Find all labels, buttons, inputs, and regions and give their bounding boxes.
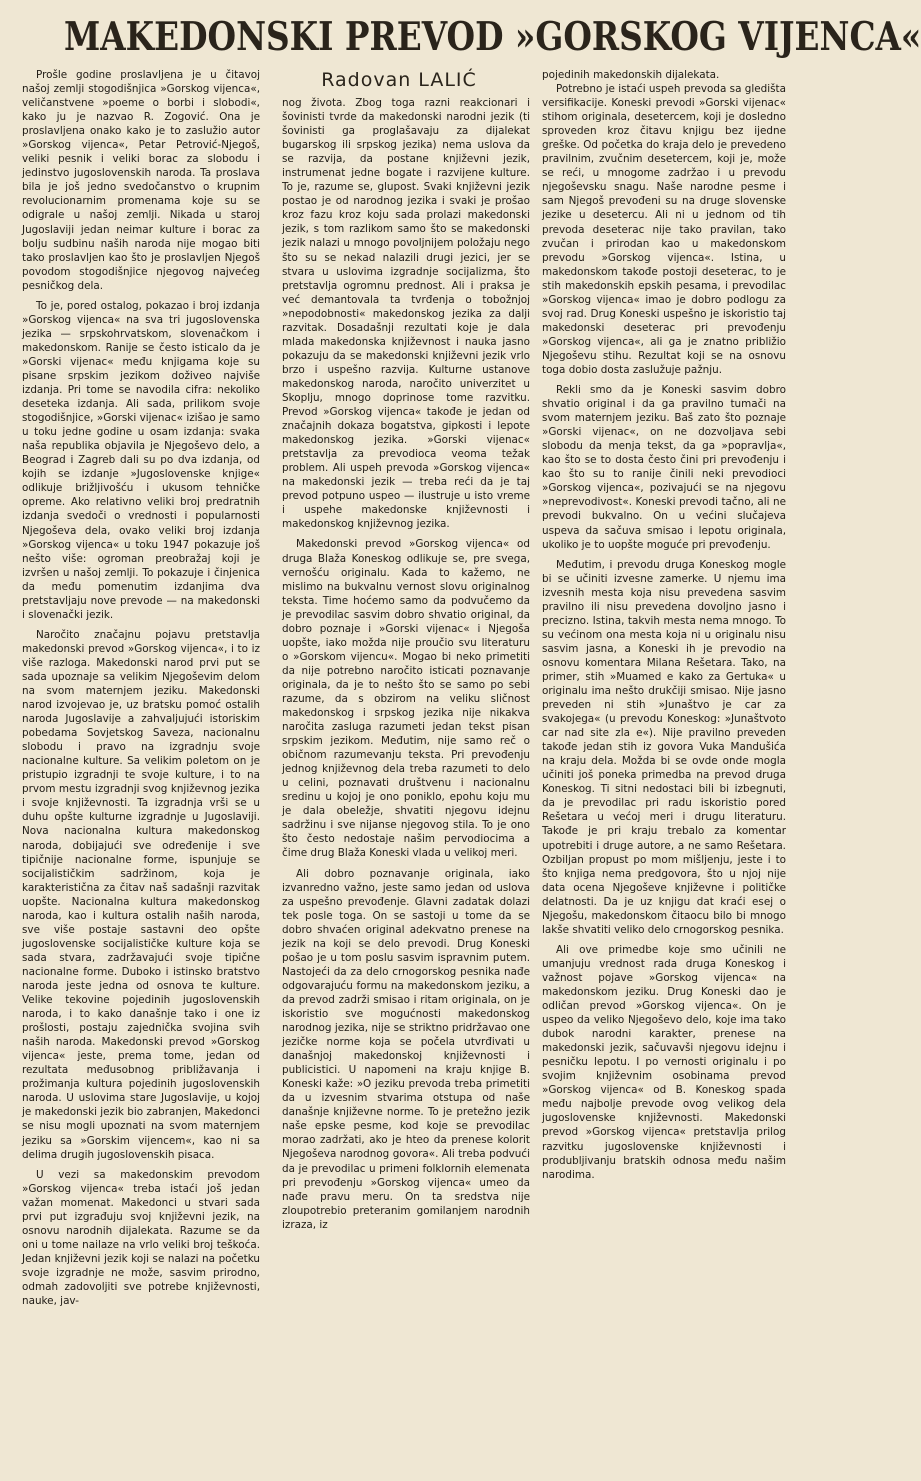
paragraph: Ali ove primedbe koje smo učinili ne umanjuju vrednost rada druga Koneskog i važnost pojave »Gorskog vijenca« na makedonskom jeziku. Drug Koneski dao je odličan prevod »Gorskog vijenca«. On je uspeo da veliko Njegoševo delo, koje ima tako dubok narodni karakter, prenese na makedonski jezik, sačuvavši njegovu idejnu i pesničku lepotu. I po vernosti originalu i po svojim književnim osobinama prevod »Gorskog vijenca« od B. Koneskog spada među najbolje prevode ovog velikog dela jugoslovenske književnosti. Makedonski prevod »Gorskog vijenca« pretstavlja prilog razvitku jugoslovenske književnosti i produbljivanju bratskih odnosa među našim narodima. xyxy=(542,943,786,1181)
text-column-1 xyxy=(22,68,260,1480)
paragraph: Ali dobro poznavanje originala, iako izvanredno važno, jeste samo jedan od uslova za uspešno prevođenje. Glavni zadatak dolazi tek posle toga. On se sastoji u tome da se dobro shvaćen original adekvatno prenese na jezik na koji se delo prevodi. Drug Koneski pošao je u tom poslu sasvim ispravnim putem. Nastojeći da za delo crnogorskog pesnika nađe odgovarajuću formu na makedonskom jeziku, a da prevod zadrži smisao i ritam originala, on je iskoristio sve mogućnosti makedonskog narodnog jezika, nije se striktno pridržavao one jezičke norme koja se počela utvrđivati u današnjoj makedonskoj književnosti i publicistici. U napomeni na kraju knjige B. Koneski kaže: »O jeziku prevoda treba primetiti da u izvesnim stvarima otstupa od naše današnje književne norme. To je pretežno jezik naše epske pesme, kod koje se prevodilac morao zadržati, ako je hteo da prenese kolorit Njegoševa narodnog govora«. Ali treba podvući da je prevodilac u primeni folklornih elemenata pri prevođenju »Gorskog vijenca« umeo da nađe pravu meru. On ta sredstva nije zloupotrebio preteranim gomilanjem narodnih izraza, iz xyxy=(282,867,530,1231)
text-column-3 xyxy=(542,68,786,1480)
article-headline: MAKEDONSKI PREVOD »GORSKOG VIJENCA« xyxy=(64,14,921,60)
paragraph: Potrebno je istaći uspeh prevoda sa gledišta versifikacije. Koneski prevodi »Gorski vijenac« stihom originala, desetercem, koji je dosledno sproveden kroz čitavu knjigu bez ijedne greške. Od početka do kraja delo je prevedeno pravilnim, zvučnim desetercem, koji je, može se reći, u mnogome zadržao i u prevodu njegoševsku snagu. Naše narodne pesme i sam Njegoš prevođeni su na druge slovenske jezike u desetercu. Ali ni u jednom od tih prevoda deseterac nije tako pravilan, tako zvučan i prirodan kao u makedonskom prevodu »Gorskog vijenca«. Istina, u makedonskom takođe postoji deseterac, to je stih makedonskih epskih pesama, i prevodilac »Gorskog vijenca« imao je dobro podlogu za svoj rad. Drug Koneski uspešno je iskoristio taj makedonski deseterac pri prevođenju »Gorskog vijenca«, ali ga je znatno približio Njegoševu stihu. Rezultat koji se na osnovu toga dobio dosta zaslužuje pažnju. xyxy=(542,83,786,376)
paragraph: pojedinih makedonskih dijalekata. xyxy=(542,69,720,81)
paragraph: To je, pored ostalog, pokazao i broj izdanja »Gorskog vijenca« na sva tri jugoslovenska jezika — srpskohrvatskom, slovenačkom i makedonskom. Ranije se često isticalo da je »Gorski vijenac« među knjigama koje su pisane srpskim jezikom doživeo najviše izdanja. Pri tome se navodila cifra: nekoliko deseteka izdanja. Ali sada, prilikom svoje stogodišnjice, »Gorski vijenac« izišao je samo u toku jedne godine u osam izdanja: svaka naša republika objavila je Njegoševo delo, a Beograd i Zagreb dali su po dva izdanja, od kojih se izdanje »Jugoslovenske knjige« odlikuje brižljivošću i ukusom tehničke opreme. Ako relativno veliki broj predratnih izdanja svedoči o vrednosti i popularnosti Njegoševa dela, ovako veliki broj izdanja »Gorskog vijenca« u toku 1947 pokazuje još nešto više: ogroman preobražaj koji je izvršen u našoj zemlji. To pokazuje i činjenica da među pomenutim izdanjima dva pretstavljaju nove prevode — na makedonski i slovenački jezik. xyxy=(22,299,260,621)
paragraph: Međutim, i prevodu druga Koneskog mogle bi se učiniti izvesne zamerke. U njemu ima izvesnih mesta koja nisu prevedena sasvim pravilno ili nisu prevedena dovoljno jasno i precizno. Istina, takvih mesta nema mnogo. To su većinom ona mesta koja ni u originalu nisu sasvim jasna, a Koneski ih je prevodio na osnovu komentara Milana Rešetara. Tako, na primer, stih »Muamed e kako za Gertuka« u originalu ima nešto drukčiji smisao. Nije jasno preveden ni stih »Junaštvo je car za svakojega« (u prevodu Koneskog: »Junaštvoto car nad site zla e«). Nije pravilno preveden takođe jedan stih iz govora Vuka Mandušića na kraju dela. Možda bi se ovde onde mogla učiniti još poneka primedba na prevod druga Koneskog. Ti sitni nedostaci bili bi izbegnuti, da je prevodilac pri radu iskoristio pored Rešetara u većoj meri i drugu literaturu. Takođe je pri kraju trebalo za komentar upotrebiti i druge autore, a ne samo Rešetara. Ozbiljan propust po mom mišljenju, jeste i to što knjiga nema predgovora, što u njoj nije data ocena Njegoševe književne i političke delatnosti. Da je uz knjigu dat kraći esej o Njegošu, makedonskom čitaocu bilo bi mnogo lakše shvatiti veliko delo crnogorskog pesnika. xyxy=(542,558,786,936)
paragraph: nog života. Zbog toga razni reakcionari i šovinisti tvrde da makedonski narodni jezik (ti šovinisti ga proglašavaju za dijalekat bugarskog ili srpskog jezika) nema uslova da se razvija, da postane književni jezik, instrumenat jedne bogate i razvijene kulture. To je, razume se, glupost. Svaki književni jezik postao je od narodnog jezika i svaki je prošao kroz fazu kroz koju sada prolazi makedonski jezik, s tom razlikom samo što se makedonski jezik nalazi u mnogo povoljnijem položaju nego što su se nekad nalazili drugi jezici, jer se stvara u uslovima izgradnje socijalizma, što pretstavlja ogromnu prednost. Ali i praksa je već demantovala ta tvrđenja o tobožnjoj »nepodobnosti« makedonskog jezika za dalji razvitak. Dosadašnji rezultati koje je dala mlada makedonska književnost i nauka jasno pokazuju da se makedonski književni jezik vrlo brzo i uspešno razvija. Kulturne ustanove makedonskog naroda, naročito univerzitet u Skoplju, mnogo doprinose tome razvitku. Prevod »Gorskog vijenca« takođe je jedan od značajnih dokaza bogatstva, gipkosti i lepote makedonskog jezika. »Gorski vijenac« pretstavlja za prevodioca veoma težak problem. Ali uspeh prevoda »Gorskog vijenca« na makedonski jezik — treba reći da je taj prevod potpuno uspeo — ilustruje u isto vreme i uspehe makedonske književnosti i makedonskog književnog jezika. xyxy=(282,97,530,531)
paragraph: Naročito značajnu pojavu pretstavlja makedonski prevod »Gorskog vijenca«, i to iz više razloga. Makedonski narod prvi put se sada upoznaje sa velikim Njegoševim delom na svom maternjem jeziku. Makedonski narod izvojevao je, uz bratsku pomoć ostalih naroda Jugoslavije a zahvaljujući istoriskim pobedama Sovjetskog Saveza, nacionalnu slobodu i pravo na izgradnju svoje nacionalne kulture. Sa velikim poletom on je pristupio izgradnji te svoje kulture, i to na prvom mestu izgradnji svog književnog jezika i svoje književnosti. Ta izgradnja vrši se u duhu opšte kulturne izgradnje u Jugoslaviji. Nova nacionalna kultura makedonskog naroda, dobijajući sve određenije i sve tipičnije nacionalne forme, ispunjuje se socijalističkim sadržinom, koja je karakteristična za čitav naš sadašnji razvitak uopšte. Nacionalna kultura makedonskog naroda, kao i kultura ostalih naših naroda, sve više postaje sastavni deo opšte jugoslovenske socijalističke kulture koja se sada stvara, zadržavajući svoje tipične nacionalne forme. Duboko i istinsko bratstvo naroda jeste jedna od osnova te kulture. Velike tekovine pojedinih jugoslovenskih naroda, i to kako današnje tako i one iz prošlosti, postaju zajednička svojina svih naših naroda. Makedonski prevod »Gorskog vijenca« jeste, prema tome, jedan od rezultata međusobnog približavanja i prožimanja kultura pojedinih jugoslovenskih naroda. U uslovima stare Jugoslavije, u kojoj je makedonski jezik bio zabranjen, Makedonci se nisu mogli upoznati na svom maternjem jeziku sa »Gorskim vijencem«, kao ni sa delima drugih jugoslovenskih pisaca. xyxy=(22,628,260,1161)
paragraph: Prošle godine proslavljena je u čitavoj našoj zemlji stogodišnjica »Gorskog vijenca«, veličanstvene »poeme o borbi i slobodi«, kako ju je nazvao R. Zogović. Ona je proslavljena onako kako je to zaslužio autor »Gorskog vijenca«, Petar Petrović-Njegoš, veliki pesnik i veliki borac za slobodu i jedinstvo jugoslovenskih naroda. Ta proslava bila je još jedno svedočanstvo o krupnim revolucionarnim promenama koje su se odigrale u našoj zemlji. Nikada u staroj Jugoslaviji jedan neimar kulture i borac za bolju sudbinu naših naroda nije mogao biti tako proslavljen kao što je proslavljen Njegoš povodom stogodišnjice njegovog najvećeg pesničkog dela. xyxy=(22,69,260,292)
paragraph: Rekli smo da je Koneski sasvim dobro shvatio original i da ga pravilno tumači na svom maternjem jeziku. Baš zato što poznaje »Gorski vijenac«, on ne dozvoljava sebi slobodu da menja tekst, da ga »popravlja«, kao što se to dosta često čini pri prevođenju i kao što su to ranije činili neki prevodioci »Gorskog vijenca«, pozivajući se na njegovu »neprevodivost«. Koneski prevodi tačno, ali ne prevodi bukvalno. On u većini slučajeva uspeva da sačuva smisao i lepotu originala, ukoliko je to uopšte moguće pri prevođenju. xyxy=(542,384,786,551)
paragraph: U vezi sa makedonskim prevodom »Gorskog vijenca« treba istaći još jedan važan momenat. Makedonci u stvari sada prvi put izgrađuju svoj književni jezik, na osnovu narodnih dijalekata. Razume se da oni u tome nailaze na vrlo veliki broj teškoća. Jedan književni jezik koji se nalazi na početku svoje izgradnje ne može, sasvim prirodno, odmah zadovoljiti sve potrebe književnosti, nauke, jav- xyxy=(22,1168,260,1308)
text-column-2 xyxy=(282,96,530,1480)
paragraph: Makedonski prevod »Gorskog vijenca« od druga Blaža Koneskog odlikuje se, pre svega, vernošću originalu. Kada to kažemo, ne mislimo na bukvalnu vernost slovu originalnog teksta. Time hoćemo samo da podvučemo da je prevodilac sasvim dobro shvatio original, da dobro poznaje i »Gorski vijenac« i Njegoša uopšte, iako možda nije proučio svu literaturu o »Gorskom vijencu«. Mogao bi neko primetiti da nije potrebno naročito isticati poznavanje originala, da je to nešto što se samo po sebi razume, da s obzirom na veliku sličnost makedonskog i srpskog jezika nije nikakva naročita zasluga razumeti jedan tekst pisan srpskim jezikom. Međutim, nije samo reč o običnom razumevanju teksta. Pri prevođenju jednog književnog dela treba razumeti to delo u celini, poznavati društvenu i nacionalnu sredinu u kojoj je ono poniklo, epohu koju mu je dala obeležje, shvatiti njegovu idejnu sadržinu i sve nijanse njegovog stila. To je ono što često nedostaje našim pervodiocima a čime drug Blaža Koneski vlada u velikoj meri. xyxy=(282,538,530,860)
article-byline: Radovan LALIĆ xyxy=(321,69,477,91)
